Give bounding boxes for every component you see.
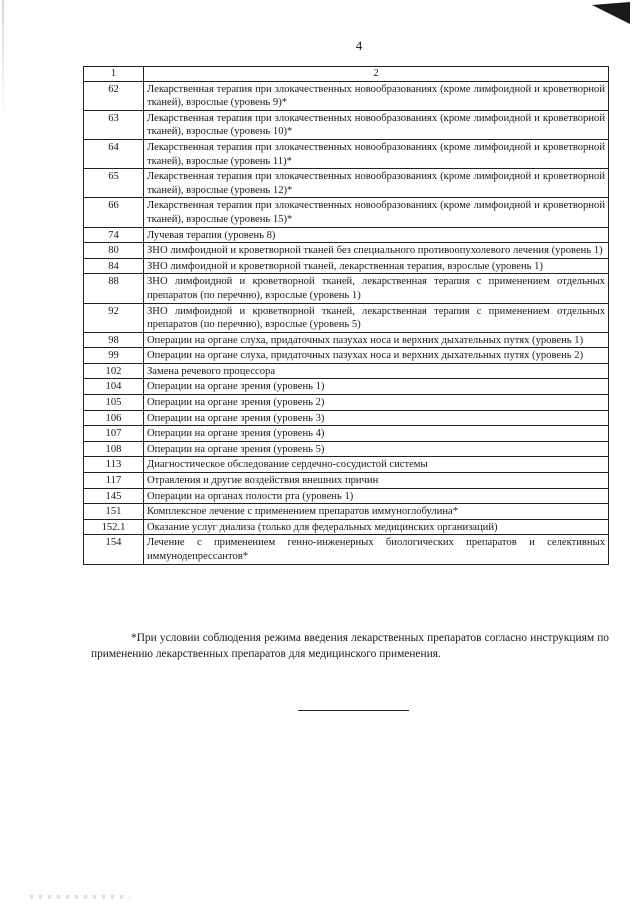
row-name-cell: ЗНО лимфоидной и кроветворной тканей без специального противоопухолевого лечения (уровень 1) <box>144 243 609 259</box>
table-row <box>84 488 609 504</box>
row-name-cell: Лекарственная терапия при злокачественных новообразованиях (кроме лимфоидной и кроветворной тканей), взрослые (уровень 9)* <box>144 81 609 110</box>
row-name-cell: Операции на органе зрения (уровень 4) <box>144 426 609 442</box>
row-name-cell: Операции на органе слуха, придаточных пазухах носа и верхних дыхательных путях (уровень 1) <box>144 332 609 348</box>
row-name-cell: Отравления и другие воздействия внешних причин <box>144 473 609 489</box>
scan-noise-artifact <box>30 895 130 899</box>
table-row <box>84 535 609 564</box>
table-row <box>84 332 609 348</box>
row-code-cell: 117 <box>84 473 144 489</box>
table-row <box>84 473 609 489</box>
table-row <box>84 110 609 139</box>
table-row <box>84 395 609 411</box>
row-name-cell: Лекарственная терапия при злокачественных новообразованиях (кроме лимфоидной и кроветворной тканей), взрослые (уровень 15)* <box>144 198 609 227</box>
row-name-cell: Операции на органах полости рта (уровень 1) <box>144 488 609 504</box>
table-row <box>84 457 609 473</box>
row-code-cell: 113 <box>84 457 144 473</box>
table-row <box>84 348 609 364</box>
column-header-code: 1 <box>84 67 144 82</box>
row-code-cell: 106 <box>84 410 144 426</box>
row-code-cell: 107 <box>84 426 144 442</box>
row-name-cell: Операции на органе слуха, придаточных пазухах носа и верхних дыхательных путях (уровень 2) <box>144 348 609 364</box>
tariff-codes-table <box>83 66 609 565</box>
table-row <box>84 169 609 198</box>
row-code-cell: 65 <box>84 169 144 198</box>
row-code-cell: 63 <box>84 110 144 139</box>
table-row <box>84 274 609 303</box>
scan-corner-mark <box>590 2 630 26</box>
row-code-cell: 92 <box>84 303 144 332</box>
footnote: *При условии соблюдения режима введения лекарственных препаратов согласно инструкциям по применению лекарственных препаратов для медицинского применения. <box>91 632 609 660</box>
row-code-cell: 74 <box>84 227 144 243</box>
column-header-name: 2 <box>144 67 609 82</box>
row-name-cell: Лекарственная терапия при злокачественных новообразованиях (кроме лимфоидной и кроветворной тканей), взрослые (уровень 10)* <box>144 110 609 139</box>
row-name-cell: Лекарственная терапия при злокачественных новообразованиях (кроме лимфоидной и кроветворной тканей), взрослые (уровень 12)* <box>144 169 609 198</box>
table-row <box>84 410 609 426</box>
table-row <box>84 227 609 243</box>
row-code-cell: 99 <box>84 348 144 364</box>
table-header-row <box>84 67 609 82</box>
row-code-cell: 88 <box>84 274 144 303</box>
row-code-cell: 108 <box>84 441 144 457</box>
table-row <box>84 198 609 227</box>
row-name-cell: Диагностическое обследование сердечно-сосудистой системы <box>144 457 609 473</box>
row-name-cell: Лучевая терапия (уровень 8) <box>144 227 609 243</box>
row-code-cell: 151 <box>84 504 144 520</box>
row-code-cell: 64 <box>84 139 144 168</box>
table-row <box>84 441 609 457</box>
row-name-cell: ЗНО лимфоидной и кроветворной тканей, лекарственная терапия, взрослые (уровень 1) <box>144 258 609 274</box>
row-code-cell: 105 <box>84 395 144 411</box>
row-name-cell: Лекарственная терапия при злокачественных новообразованиях (кроме лимфоидной и кроветворной тканей), взрослые (уровень 11)* <box>144 139 609 168</box>
row-name-cell: Операции на органе зрения (уровень 1) <box>144 379 609 395</box>
row-code-cell: 145 <box>84 488 144 504</box>
row-code-cell: 62 <box>84 81 144 110</box>
table-row <box>84 363 609 379</box>
row-code-cell: 98 <box>84 332 144 348</box>
row-name-cell: Операции на органе зрения (уровень 3) <box>144 410 609 426</box>
page-number: 4 <box>355 38 363 53</box>
table-body <box>84 81 609 564</box>
row-code-cell: 66 <box>84 198 144 227</box>
table-row <box>84 303 609 332</box>
row-code-cell: 152.1 <box>84 519 144 535</box>
row-name-cell: Операции на органе зрения (уровень 2) <box>144 395 609 411</box>
closing-separator-line <box>298 710 409 711</box>
row-name-cell: Замена речевого процессора <box>144 363 609 379</box>
row-code-cell: 84 <box>84 258 144 274</box>
row-code-cell: 80 <box>84 243 144 259</box>
scan-edge-artifact <box>2 0 4 120</box>
table-row <box>84 519 609 535</box>
row-name-cell: Оказание услуг диализа (только для федеральных медицинских организаций) <box>144 519 609 535</box>
table-row <box>84 81 609 110</box>
row-name-cell: Комплексное лечение с применением препаратов иммуноглобулина* <box>144 504 609 520</box>
row-code-cell: 154 <box>84 535 144 564</box>
row-name-cell: Операции на органе зрения (уровень 5) <box>144 441 609 457</box>
table-row <box>84 504 609 520</box>
row-code-cell: 104 <box>84 379 144 395</box>
table-row <box>84 426 609 442</box>
table-row <box>84 243 609 259</box>
table-row <box>84 258 609 274</box>
row-name-cell: ЗНО лимфоидной и кроветворной тканей, лекарственная терапия с применением отдельных препаратов (по перечню), взрослые (уровень 5) <box>144 303 609 332</box>
table-row <box>84 139 609 168</box>
row-name-cell: Лечение с применением генно-инженерных биологических препаратов и селективных иммунодепрессантов* <box>144 535 609 564</box>
row-code-cell: 102 <box>84 363 144 379</box>
table-row <box>84 379 609 395</box>
row-name-cell: ЗНО лимфоидной и кроветворной тканей, лекарственная терапия с применением отдельных препаратов (по перечню), взрослые (уровень 1) <box>144 274 609 303</box>
